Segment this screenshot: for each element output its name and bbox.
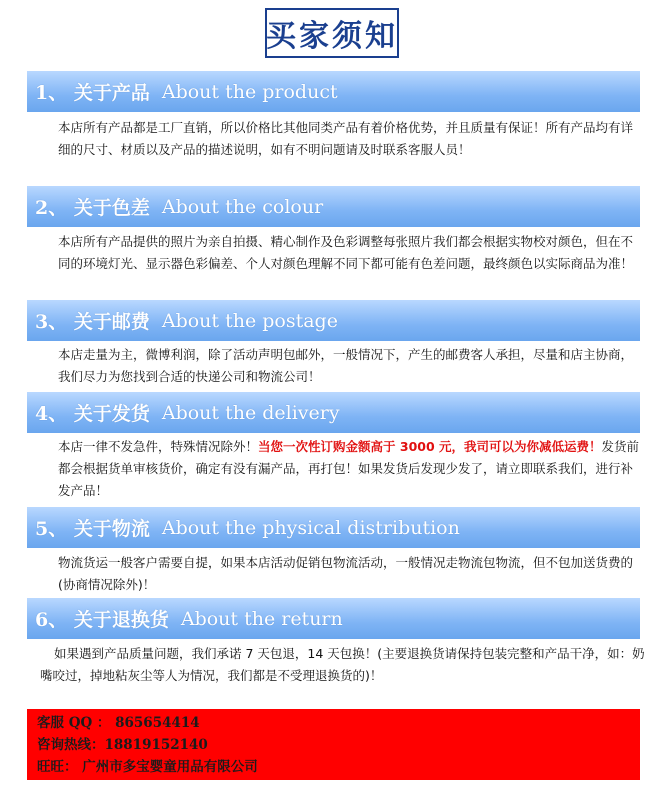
section-header-zh: 6、 关于退换货 bbox=[35, 609, 169, 631]
section-header-zh: 2、 关于色差 bbox=[35, 197, 150, 219]
section-header-zh: 3、 关于邮费 bbox=[35, 311, 150, 333]
section-text-return: 如果遇到产品质量问题，我们承诺 7 天包退，14 天包换！(主要退换货请保持包装完整和产品干净，如：奶嘴咬过，掉地粘灰尘等人为情况，我们都是不受理退换货的)！ bbox=[40, 646, 645, 683]
delivery-text-a: 本店一律不发急件，特殊情况除外！ bbox=[58, 439, 259, 454]
section-header-en: About the physical distribution bbox=[161, 516, 460, 539]
section-header-en: About the delivery bbox=[161, 401, 340, 424]
contact-qq: 客服 QQ ： 865654414 bbox=[37, 715, 200, 731]
page-title-box bbox=[265, 8, 399, 58]
section-header-zh: 4、 关于发货 bbox=[35, 403, 150, 425]
section-header-zh: 1、 关于产品 bbox=[35, 82, 150, 104]
section-text-distribution: 物流货运一般客户需要自提，如果本店活动促销包物流活动，一般情况走物流包物流，但不包加送货费的(协商情况除外)！ bbox=[58, 555, 634, 592]
section-text-postage: 本店走量为主，微博利润，除了活动声明包邮外，一般情况下，产生的邮费客人承担，尽量和店主协商，我们尽力为您找到合适的快递公司和物流公司！ bbox=[58, 347, 634, 384]
section-header-colour bbox=[27, 186, 640, 227]
section-header-delivery bbox=[27, 392, 640, 433]
section-header-return bbox=[27, 598, 640, 639]
section-header-postage bbox=[27, 300, 640, 341]
section-header-en: About the postage bbox=[161, 309, 338, 332]
section-header-product bbox=[27, 71, 640, 112]
page-title: 买家须知 bbox=[266, 19, 398, 54]
section-text-delivery bbox=[58, 436, 643, 502]
section-text-product: 本店所有产品都是工厂直销，所以价格比其他同类产品有着价格优势，并且质量有保证！所有产品均有详细的尺寸、材质以及产品的描述说明，如有不明问题请及时联系客服人员！ bbox=[58, 120, 634, 157]
contact-hotline: 咨询热线：18819152140 bbox=[37, 737, 208, 753]
section-header-en: About the return bbox=[180, 607, 343, 630]
section-text-colour: 本店所有产品提供的照片为亲自拍摄、精心制作及色彩调整每张照片我们都会根据实物校对颜色，但在不同的环境灯光、显示器色彩偏差、个人对颜色理解不同下都可能有色差问题，最终颜色以实际商品为准！ bbox=[58, 234, 634, 271]
contact-box bbox=[27, 709, 640, 780]
section-header-zh: 5、 关于物流 bbox=[35, 518, 150, 540]
section-header-en: About the product bbox=[161, 80, 338, 103]
delivery-discount-note: 当您一次性订购金额高于 3000 元，我司可以为你减低运费！ bbox=[258, 439, 602, 454]
delivery-text-b: 发货前都会根据货单审核货价，确定有没有漏产品，再打包！如果发货后发现少发了，请立即联系我们，进行补发产品！ bbox=[58, 439, 640, 498]
contact-wangwang: 旺旺： 广州市多宝婴童用品有限公司 bbox=[37, 759, 258, 775]
section-header-distribution bbox=[27, 507, 640, 548]
section-header-en: About the colour bbox=[161, 195, 324, 218]
